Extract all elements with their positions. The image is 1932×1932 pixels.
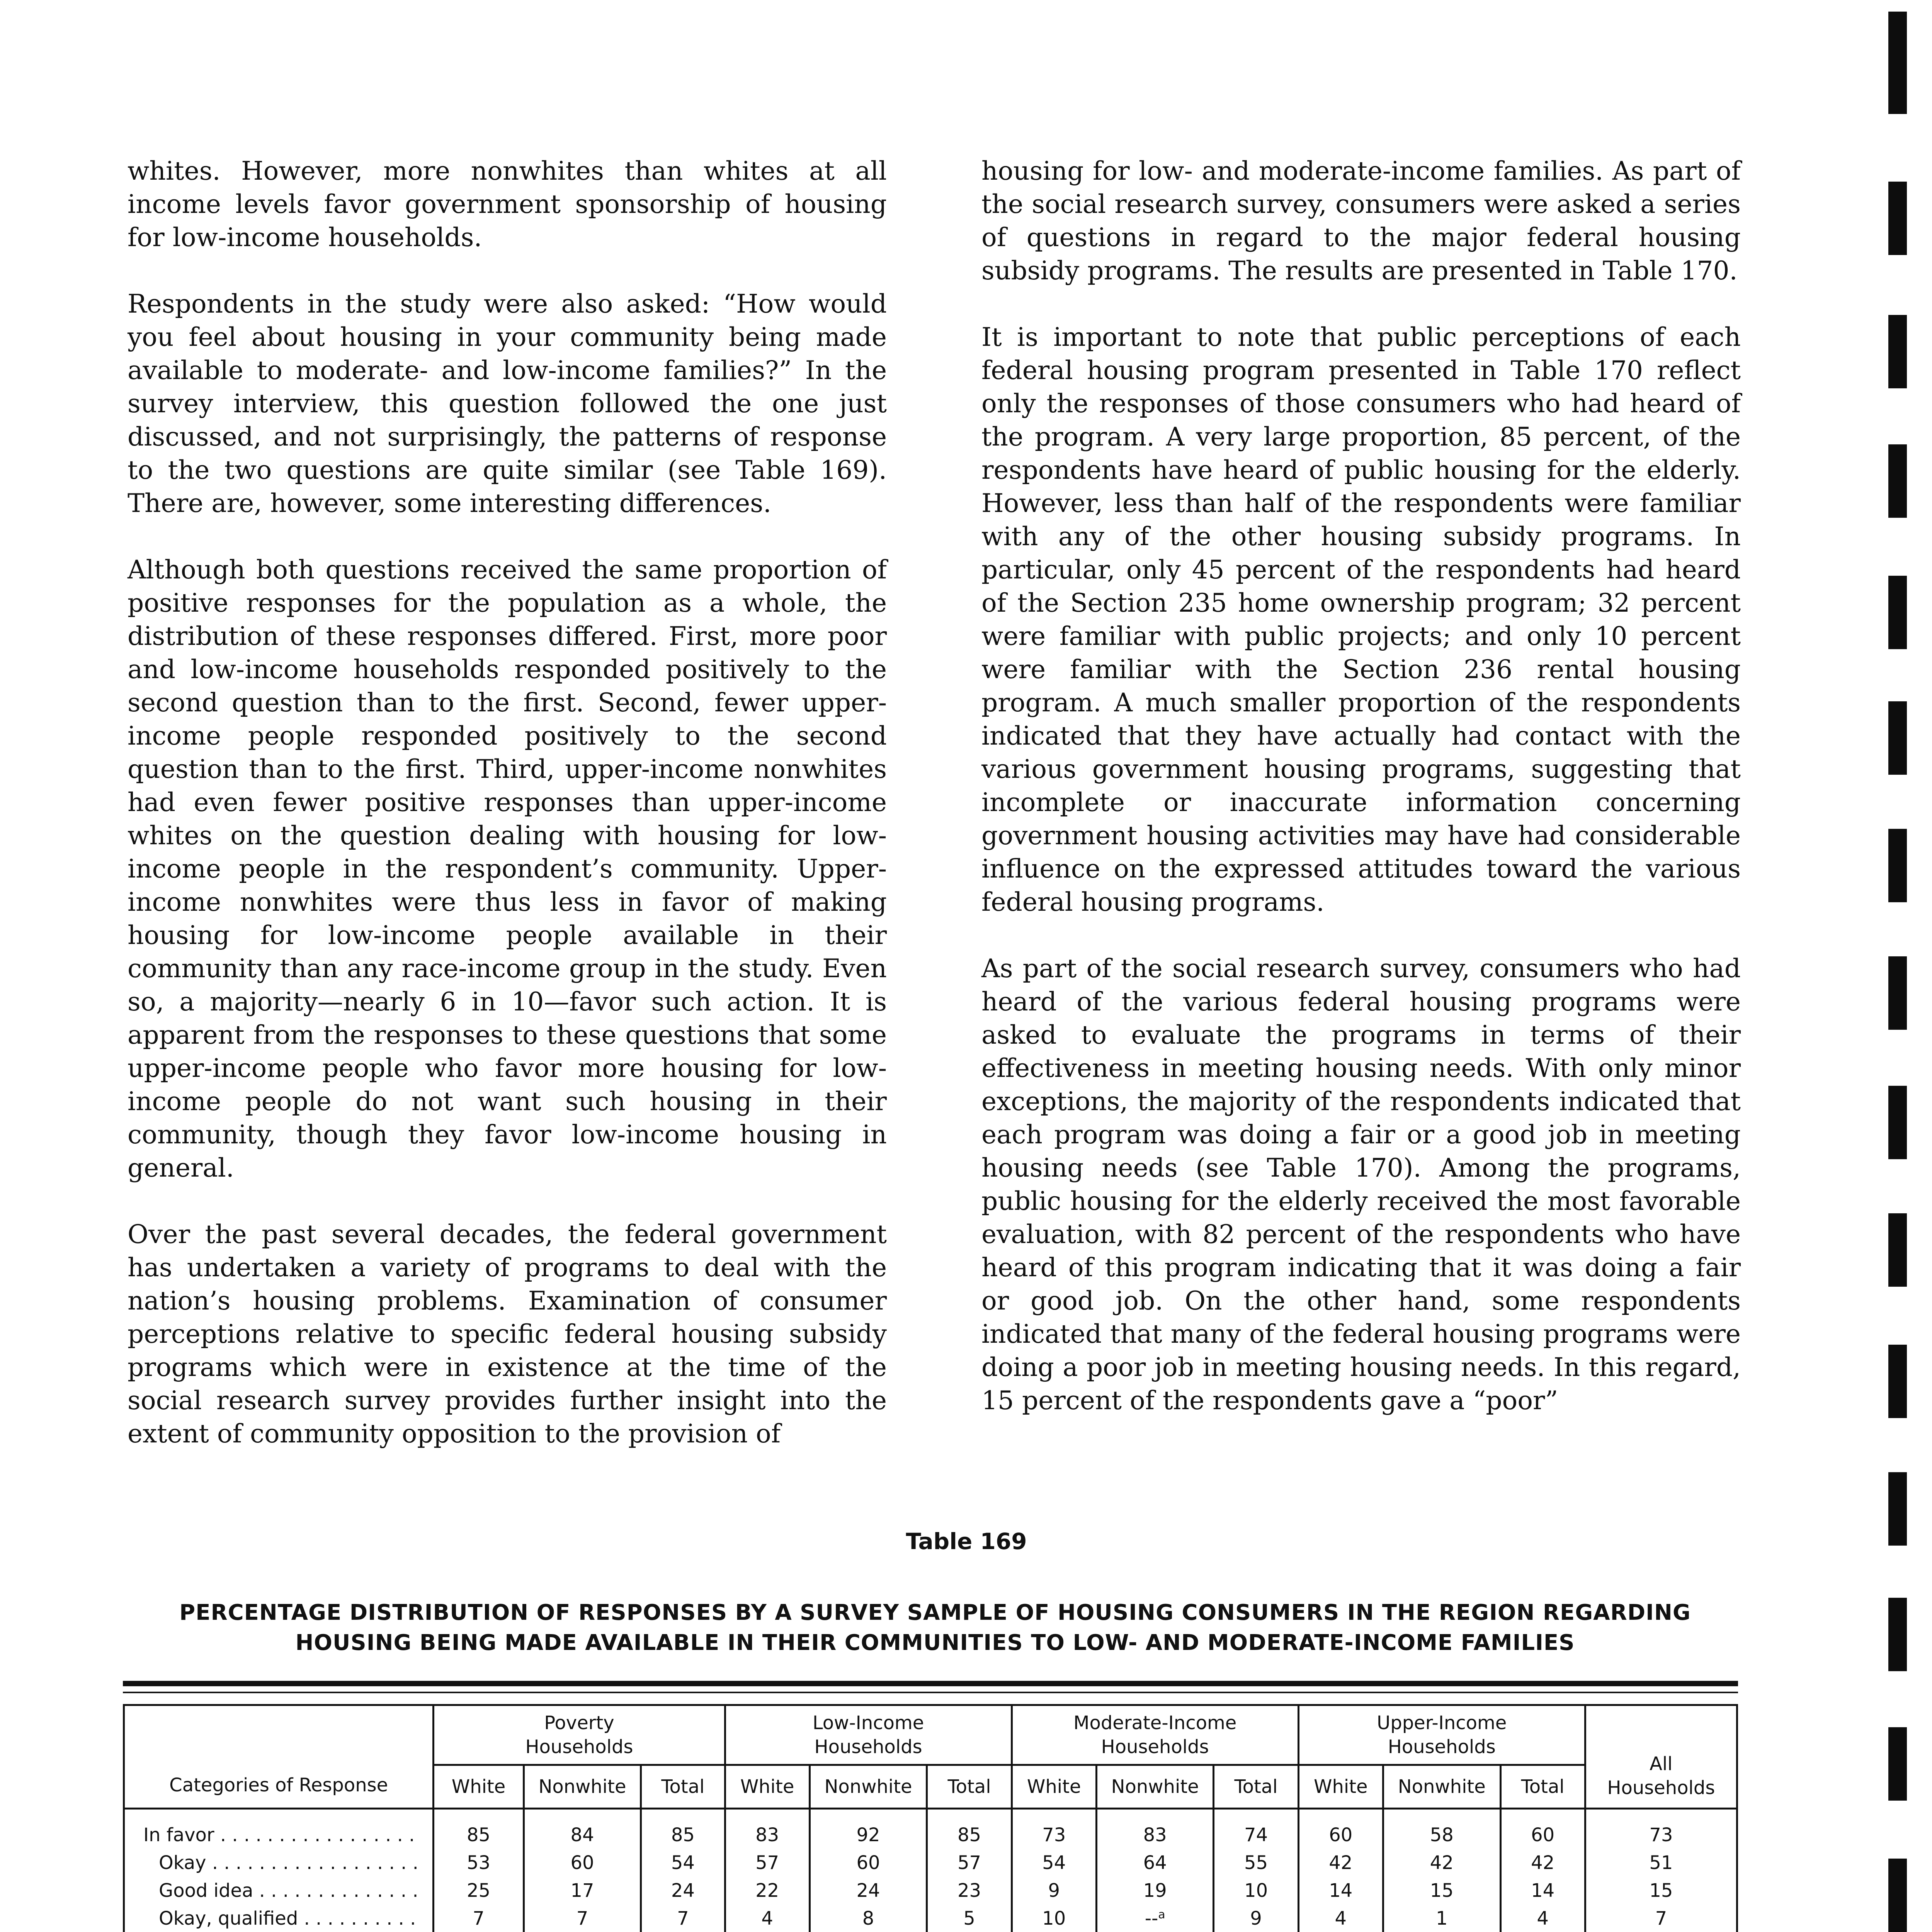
registration-mark [1888, 1086, 1907, 1159]
paragraph: Over the past several decades, the federal government has undertaken a variety of programs to deal with the nation’s housing problems. Examination of consumer perceptions relative to specific federal housing subsidy programs which were in existence at the time of the social research survey provides further insight into the extent of community opposition to the provision of [128, 1219, 887, 1449]
table-group-header-row [124, 1705, 1737, 1765]
table-top-rule [123, 1681, 1738, 1686]
cell: 83 [1143, 1824, 1167, 1846]
paragraph: Although both questions received the same proportion of positive responses for the population as a whole, the distribution of these responses differed. First, more poor and low-income households responded positively to the second question than to the first. Second, fewer upper-income people responded positively to the second question than to the first. Third, upper-income nonwhites had even fewer positive responses than upper-income whites on the question dealing with housing for low-income people in the respondent’s community. Upper-income nonwhites were thus less in favor of making housing for low-income people available in their community than any race-income group in the study. Even so, a majority—nearly 6 in 10—favor such action. It is apparent from the responses to these questions that some upper-income people who favor more housing for low-income people do not want such housing in their community, though they favor low-income housing in general. [128, 555, 887, 1183]
cell-value: -- [1145, 1908, 1158, 1929]
cell: 85 [466, 1824, 491, 1846]
cell: 14 [1531, 1880, 1555, 1901]
paragraph: housing for low- and moderate-income families. As part of the social research survey, consumers were asked a series of questions in regard to the major federal housing subsidy programs. The results are presented in Table 170. [981, 156, 1741, 286]
data-column-upper-income-white [1298, 1809, 1383, 1932]
cell: 4 [1537, 1908, 1549, 1929]
all-households-header [1585, 1705, 1737, 1809]
cell: 53 [466, 1852, 491, 1874]
cell: 5 [963, 1908, 975, 1929]
right-text-column [981, 155, 1741, 1451]
paragraph: As part of the social research survey, consumers who had heard of the various federal housing programs were asked to evaluate the programs in terms of their effectiveness in meeting housing needs. With only minor exceptions, the majority of the respondents indicated that each program was doing a fair or a good job in meeting housing needs (see Table 170). Among the programs, public housing for the elderly received the most favorable evaluation, with 82 percent of the respondents who have heard of this program indicating that it was doing a fair or good job. On the other hand, some respondents indicated that many of the federal housing programs were doing a poor job in meeting housing needs. In this regard, 15 percent of the respondents gave a “poor” [981, 954, 1741, 1415]
cell: 1 [1435, 1908, 1448, 1929]
data-column-upper-income-nonwhite [1383, 1809, 1500, 1932]
cell: 9 [1048, 1880, 1060, 1901]
cell: 7 [1655, 1908, 1667, 1929]
cell: 85 [671, 1824, 695, 1846]
cell: 15 [1649, 1880, 1673, 1901]
cell: 54 [1042, 1852, 1066, 1874]
cell: 51 [1649, 1852, 1673, 1874]
data-column-moderate-income-nonwhite [1096, 1809, 1214, 1932]
cell: 14 [1329, 1880, 1353, 1901]
registration-mark [1888, 1472, 1907, 1546]
cell: 84 [570, 1824, 594, 1846]
table-body-row [124, 1809, 1737, 1932]
cell: 10 [1244, 1880, 1268, 1901]
cell: 60 [1531, 1824, 1555, 1846]
sub-header-total: Total [1214, 1765, 1298, 1809]
cell: 23 [957, 1880, 981, 1901]
registration-mark [1888, 315, 1907, 388]
cell: 60 [856, 1852, 880, 1874]
table-title-line: HOUSING BEING MADE AVAILABLE IN THEIR COMMUNITIES TO LOW- AND MODERATE-INCOME FAMILIES [295, 1630, 1575, 1655]
group-header-line: Households [1388, 1736, 1496, 1758]
sub-header-nonwhite: Nonwhite [810, 1765, 927, 1809]
data-column-all-households [1585, 1809, 1737, 1932]
registration-mark [1888, 956, 1907, 1030]
left-text-column [128, 155, 887, 1484]
cell: 4 [761, 1908, 773, 1929]
data-column-low-income-nonwhite [810, 1809, 927, 1932]
cell: 60 [1329, 1824, 1353, 1846]
group-header-line: Low-Income [812, 1712, 924, 1734]
cell: 19 [1143, 1880, 1167, 1901]
group-header-line: Moderate-Income [1073, 1712, 1237, 1734]
response-table [123, 1704, 1738, 1932]
sub-header-white: White [725, 1765, 810, 1809]
sub-header-nonwhite: Nonwhite [1383, 1765, 1500, 1809]
data-column-low-income-white [725, 1809, 810, 1932]
sub-header-total: Total [927, 1765, 1012, 1809]
cell: 15 [1430, 1880, 1454, 1901]
registration-mark [1888, 182, 1907, 255]
registration-mark [1888, 1859, 1907, 1932]
data-column-low-income-total [927, 1809, 1012, 1932]
cell: 85 [957, 1824, 981, 1846]
group-header-line: Households [1101, 1736, 1209, 1758]
sub-header-white: White [1298, 1765, 1383, 1809]
sub-header-nonwhite: Nonwhite [1096, 1765, 1214, 1809]
registration-mark [1888, 701, 1907, 775]
cell: 57 [755, 1852, 779, 1874]
table-title [116, 1598, 1754, 1658]
category-label: Okay, qualified . . . [143, 1905, 421, 1932]
group-header-low-income [725, 1705, 1012, 1765]
data-column-poverty-white [434, 1809, 524, 1932]
cell: 58 [1430, 1824, 1454, 1846]
cell: 4 [1335, 1908, 1347, 1929]
cell: 17 [570, 1880, 594, 1901]
cell: 42 [1430, 1852, 1454, 1874]
cell: 24 [671, 1880, 695, 1901]
category-label: Good idea . . . [143, 1877, 421, 1905]
registration-mark [1888, 1727, 1907, 1801]
sub-header-nonwhite: Nonwhite [524, 1765, 641, 1809]
paragraph: Respondents in the study were also asked: “How would you feel about housing in your community being made available to moderate- and low-income families?” In the survey interview, this question followed the one just discussed, and not surprisingly, the patterns of response to the two questions are quite similar (see Table 169). There are, however, some interesting differences. [128, 289, 887, 518]
group-header-upper-income [1298, 1705, 1585, 1765]
cell: 7 [677, 1908, 689, 1929]
cell: 83 [755, 1824, 779, 1846]
category-label: Okay . . . [143, 1849, 421, 1877]
all-header-line: All [1650, 1753, 1673, 1775]
cell: 57 [957, 1852, 981, 1874]
category-header: Categories of Response [124, 1705, 434, 1809]
cell: 42 [1531, 1852, 1555, 1874]
paragraph: It is important to note that public perceptions of each federal housing program presented in Table 170 reflect only the responses of those consumers who had heard of the program. A very large proportion, 85 percent, of the respondents have heard of public housing for the elderly. However, less than half of the respondents were familiar with any of the other housing subsidy programs. In particular, only 45 percent of the respondents had heard of the Section 235 home ownership program; 32 percent were familiar with public projects; and only 10 percent were familiar with the Section 236 rental housing program. A much smaller proportion of the respondents indicated that they have actually had contact with the various government housing programs, suggesting that incomplete or inaccurate information concerning government housing activities may have had considerable influence on the expressed attitudes toward the various federal housing programs. [981, 322, 1741, 917]
table-top-rule-thin [123, 1692, 1738, 1693]
registration-mark [1888, 829, 1907, 902]
all-header-line: Households [1607, 1777, 1715, 1799]
registration-mark [1888, 576, 1907, 649]
cell: 73 [1649, 1824, 1673, 1846]
sub-header-total: Total [641, 1765, 725, 1809]
group-header-line: Households [814, 1736, 922, 1758]
data-column-moderate-income-white [1012, 1809, 1096, 1932]
registration-mark [1888, 1598, 1907, 1671]
cell: 64 [1143, 1852, 1167, 1874]
cell: 60 [570, 1852, 594, 1874]
registration-mark [1888, 1213, 1907, 1287]
data-column-poverty-total [641, 1809, 725, 1932]
cell: 10 [1042, 1908, 1066, 1929]
cell: 22 [755, 1880, 779, 1901]
cell [1097, 1905, 1213, 1932]
data-column-upper-income-total [1500, 1809, 1585, 1932]
sub-header-white: White [434, 1765, 524, 1809]
cell: 7 [473, 1908, 485, 1929]
category-label: In favor . . . [143, 1821, 421, 1849]
group-header-line: Households [525, 1736, 633, 1758]
cell: 55 [1244, 1852, 1268, 1874]
table-number: Table 169 [906, 1528, 1027, 1554]
registration-mark [1888, 444, 1907, 518]
cell: 92 [856, 1824, 880, 1846]
cell: 7 [576, 1908, 588, 1929]
cell: 73 [1042, 1824, 1066, 1846]
sub-header-total: Total [1500, 1765, 1585, 1809]
group-header-poverty [434, 1705, 725, 1765]
group-header-line: Upper-Income [1377, 1712, 1507, 1734]
registration-mark [1888, 1345, 1907, 1418]
cell: 54 [671, 1852, 695, 1874]
category-list [124, 1809, 434, 1932]
data-column-moderate-income-total [1214, 1809, 1298, 1932]
registration-mark [1888, 12, 1907, 114]
cell: 42 [1329, 1852, 1353, 1874]
footnote-marker: a [1158, 1908, 1165, 1922]
cell: 8 [862, 1908, 874, 1929]
paragraph: whites. However, more nonwhites than whites at all income levels favor government sponsorship of housing for low-income households. [128, 156, 887, 252]
cell: 24 [856, 1880, 880, 1901]
cell: 9 [1250, 1908, 1262, 1929]
table-title-line: PERCENTAGE DISTRIBUTION OF RESPONSES BY A SURVEY SAMPLE OF HOUSING CONSUMERS IN THE REGION REGARDING [179, 1600, 1691, 1625]
cell: 74 [1244, 1824, 1268, 1846]
group-header-moderate-income [1012, 1705, 1298, 1765]
sub-header-white: White [1012, 1765, 1096, 1809]
cell: 25 [466, 1880, 491, 1901]
group-header-line: Poverty [544, 1712, 614, 1734]
data-column-poverty-nonwhite [524, 1809, 641, 1932]
